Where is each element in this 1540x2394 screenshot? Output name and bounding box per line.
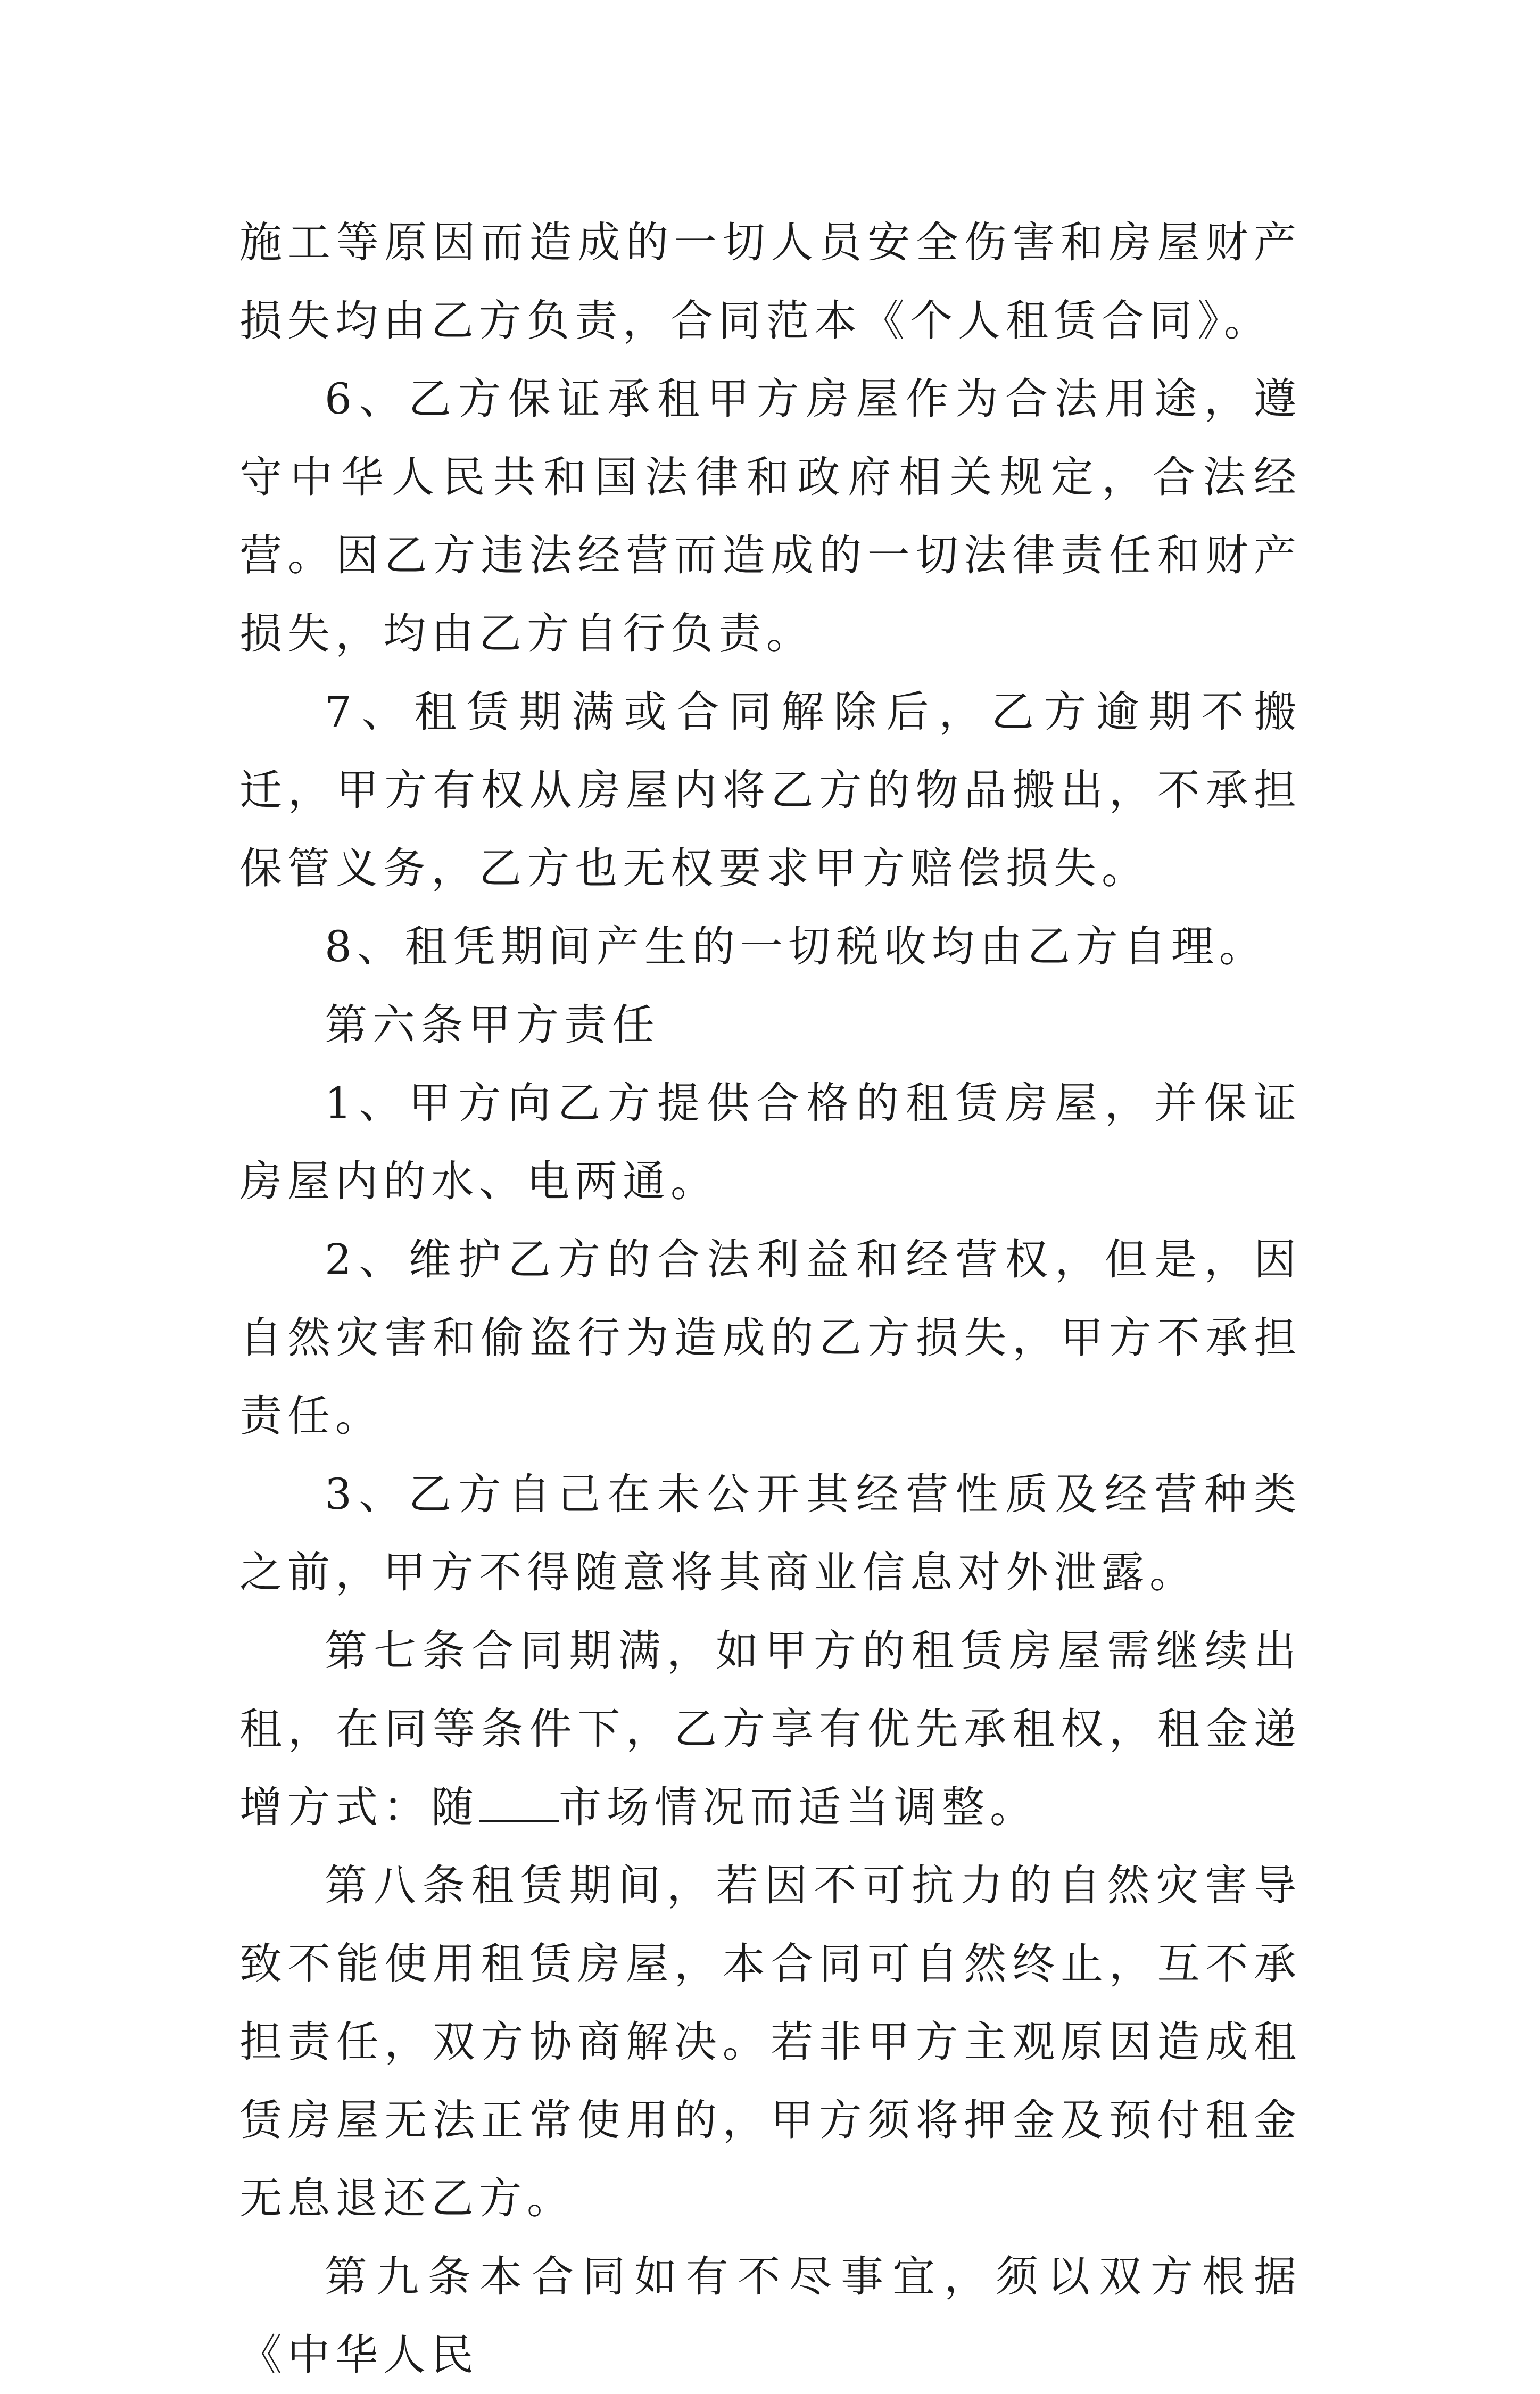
article-6-heading: 第六条甲方责任 — [325, 1000, 660, 1050]
contract-body — [239, 203, 1302, 2394]
clause-3-confidentiality: 3、乙方自己在未公开其经营性质及经营种类之前，甲方不得随意将其商业信息对外泄露。 — [239, 1470, 1302, 1597]
article-7-renewal — [239, 1612, 1302, 1846]
article-8-force-majeure: 第八条租赁期间，若因不可抗力的自然灾害导致不能使用租赁房屋，本合同可自然终止，互不承担责任，双方协商解决。若非甲方主观原因造成租赁房屋无法正常使用的，甲方须将押金及预付租金无息退还乙方。 — [239, 1861, 1302, 2223]
article-7-text-after: 市场情况而适当调整。 — [559, 1782, 1038, 1832]
clause-7-lease-expiry: 7、租赁期满或合同解除后，乙方逾期不搬迁，甲方有权从房屋内将乙方的物品搬出，不承担保管义务，乙方也无权要求甲方赔偿损失。 — [239, 687, 1302, 893]
fill-in-blank — [479, 1782, 559, 1822]
clause-8-taxes: 8、租凭期间产生的一切税收均由乙方自理。 — [325, 922, 1267, 971]
article-7-text-before: 第七条合同期满，如甲方的租赁房屋需继续出租，在同等条件下，乙方享有优先承租权，租金递增方式：随 — [239, 1626, 1302, 1832]
clause-2-landlord-protect: 2、维护乙方的合法利益和经营权，但是，因自然灾害和偷盗行为造成的乙方损失，甲方不承担责任。 — [239, 1235, 1302, 1441]
clause-1-landlord-provide: 1、甲方向乙方提供合格的租赁房屋，并保证房屋内的水、电两通。 — [239, 1078, 1302, 1206]
clause-6-legal-use: 6、乙方保证承租甲方房屋作为合法用途，遵守中华人民共和国法律和政府相关规定，合法经营。因乙方违法经营而造成的一切法律责任和财产损失，均由乙方自行负责。 — [239, 374, 1302, 658]
article-9-supplementary: 第九条本合同如有不尽事宜，须以双方根据《中华人民 — [239, 2252, 1302, 2380]
paragraph-continuation: 施工等原因而造成的一切人员安全伤害和房屋财产损失均由乙方负责，合同范本《个人租赁合同》。 — [239, 218, 1302, 345]
